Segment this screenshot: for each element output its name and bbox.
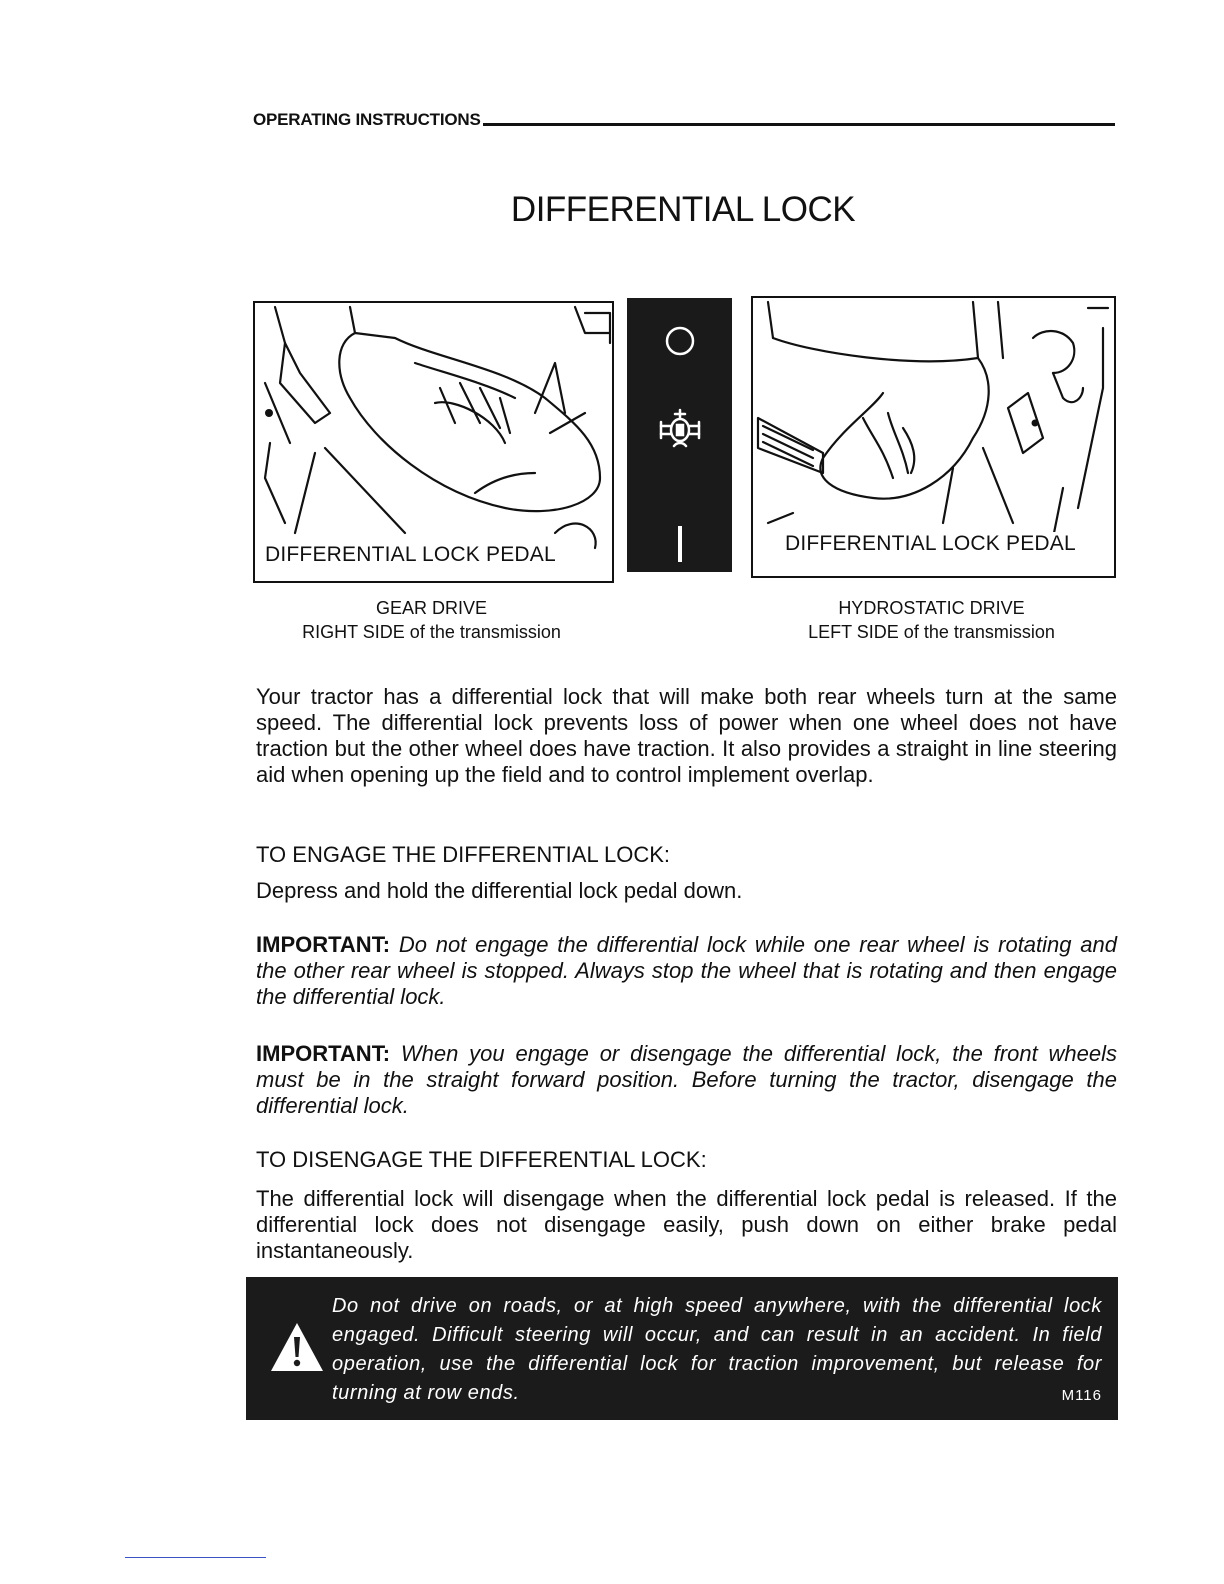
- page-title: DIFFERENTIAL LOCK: [510, 190, 856, 229]
- engage-heading: TO ENGAGE THE DIFFERENTIAL LOCK:: [256, 842, 671, 867]
- warning-code: M116: [1061, 1387, 1102, 1404]
- caption-line: HYDROSTATIC DRIVE: [838, 598, 1025, 618]
- hydrostatic-drive-caption: [751, 596, 1112, 644]
- gear-drive-caption: [253, 596, 610, 644]
- header-rule: [483, 123, 1115, 126]
- important-text: Do not engage the differential lock while one rear wheel is rotating and the other rear wheel is stopped. Always stop the wheel that is rotating and then engage the differential lock.: [256, 932, 1117, 1009]
- warning-box: [246, 1277, 1118, 1420]
- pedal-label: DIFFERENTIAL LOCK PEDAL: [785, 532, 1076, 555]
- page-header: [253, 106, 1115, 130]
- caption-line: RIGHT SIDE of the transmission: [302, 622, 561, 642]
- hydrostatic-drive-pedal-illustration: [751, 296, 1116, 578]
- caption-line: LEFT SIDE of the transmission: [808, 622, 1055, 642]
- caption-line: GEAR DRIVE: [375, 598, 488, 618]
- important-label: IMPORTANT:: [256, 1041, 391, 1066]
- important-note-2: [256, 1041, 1117, 1119]
- pedal-label: DIFFERENTIAL LOCK PEDAL: [265, 543, 556, 566]
- section-title: OPERATING INSTRUCTIONS: [253, 110, 481, 129]
- warning-text: [332, 1292, 1102, 1410]
- footer-rule: [125, 1557, 266, 1558]
- important-text: When you engage or disengage the differential lock, the front wheels must be in the straight forward position. Before turning the tractor, disengage the differential lock.: [256, 1041, 1117, 1118]
- foot-on-pedal-drawing: [255, 303, 612, 581]
- warning-message: Do not drive on roads, or at high speed anywhere, with the differential lock engaged. Difficult steering will occur, and can result in an accident. In field operation, use the differential lock for traction improvement, but release for turning at row ends.: [332, 1295, 1102, 1404]
- circle-off-icon: [627, 324, 732, 358]
- important-label: IMPORTANT:: [256, 932, 391, 957]
- important-note-1: [256, 932, 1117, 1010]
- intro-paragraph: Your tractor has a differential lock that will make both rear wheels turn at the same speed. The differential lock prevents loss of power when one wheel does not have traction but the other wheel does have traction. It also provides a straight in line steering aid when opening up the field and to control implement overlap.: [256, 684, 1117, 787]
- differential-lock-icon: [627, 406, 732, 452]
- disengage-heading: TO DISENGAGE THE DIFFERENTIAL LOCK:: [256, 1147, 707, 1172]
- disengage-text: The differential lock will disengage when the differential lock pedal is released. If the differential lock does not disengage easily, push down on either brake pedal instantaneously.: [256, 1186, 1117, 1263]
- differential-lock-indicator: [627, 298, 732, 572]
- bar-on-icon: [627, 526, 732, 562]
- engage-text: Depress and hold the differential lock pedal down.: [256, 878, 743, 903]
- gear-drive-pedal-illustration: [253, 301, 614, 583]
- warning-triangle-icon: [269, 1320, 325, 1379]
